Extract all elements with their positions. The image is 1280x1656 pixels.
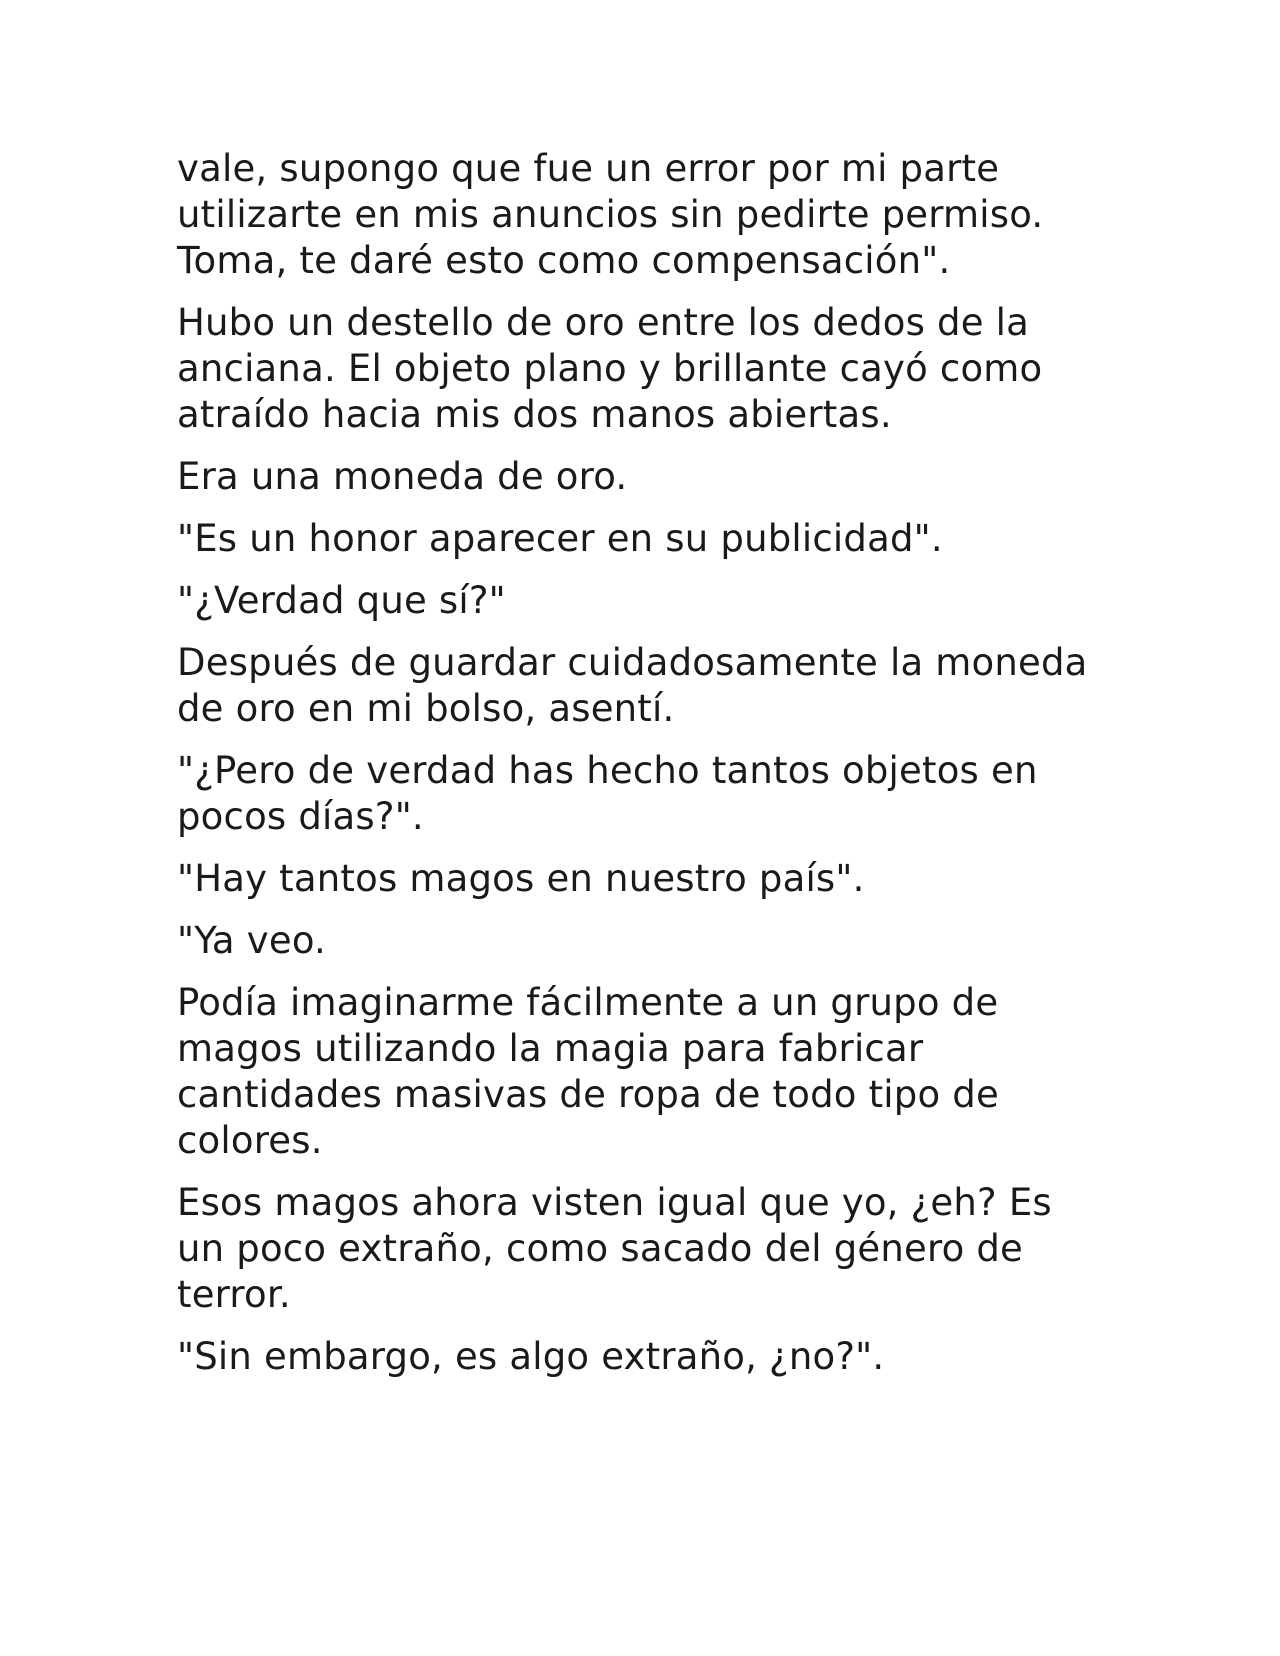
paragraph: "Es un honor aparecer en su publicidad". — [177, 517, 943, 560]
paragraph: vale, supongo que fue un error por mi parte utilizarte en mis anuncios sin pedirte permiso. Toma, te daré esto como compensación". — [177, 147, 1044, 282]
paragraph: Era una moneda de oro. — [177, 455, 628, 498]
paragraph: "¿Pero de verdad has hecho tantos objetos en pocos días?". — [177, 749, 1038, 838]
paragraph: "Hay tantos magos en nuestro país". — [177, 857, 865, 900]
paragraph: "Ya veo. — [177, 919, 326, 962]
paragraph: "¿Verdad que sí?" — [177, 579, 506, 622]
paragraph: Podía imaginarme fácilmente a un grupo de magos utilizando la magia para fabricar cantidades masivas de ropa de todo tipo de colores. — [177, 981, 999, 1162]
paragraph: "Sin embargo, es algo extraño, ¿no?". — [177, 1335, 885, 1378]
body-text — [177, 146, 1102, 1396]
paragraph: Hubo un destello de oro entre los dedos de la anciana. El objeto plano y brillante cayó como atraído hacia mis dos manos abiertas. — [177, 301, 1043, 436]
paragraph: Esos magos ahora visten igual que yo, ¿eh? Es un poco extraño, como sacado del género de terror. — [177, 1181, 1052, 1316]
paragraph: Después de guardar cuidadosamente la moneda de oro en mi bolso, asentí. — [177, 641, 1088, 730]
